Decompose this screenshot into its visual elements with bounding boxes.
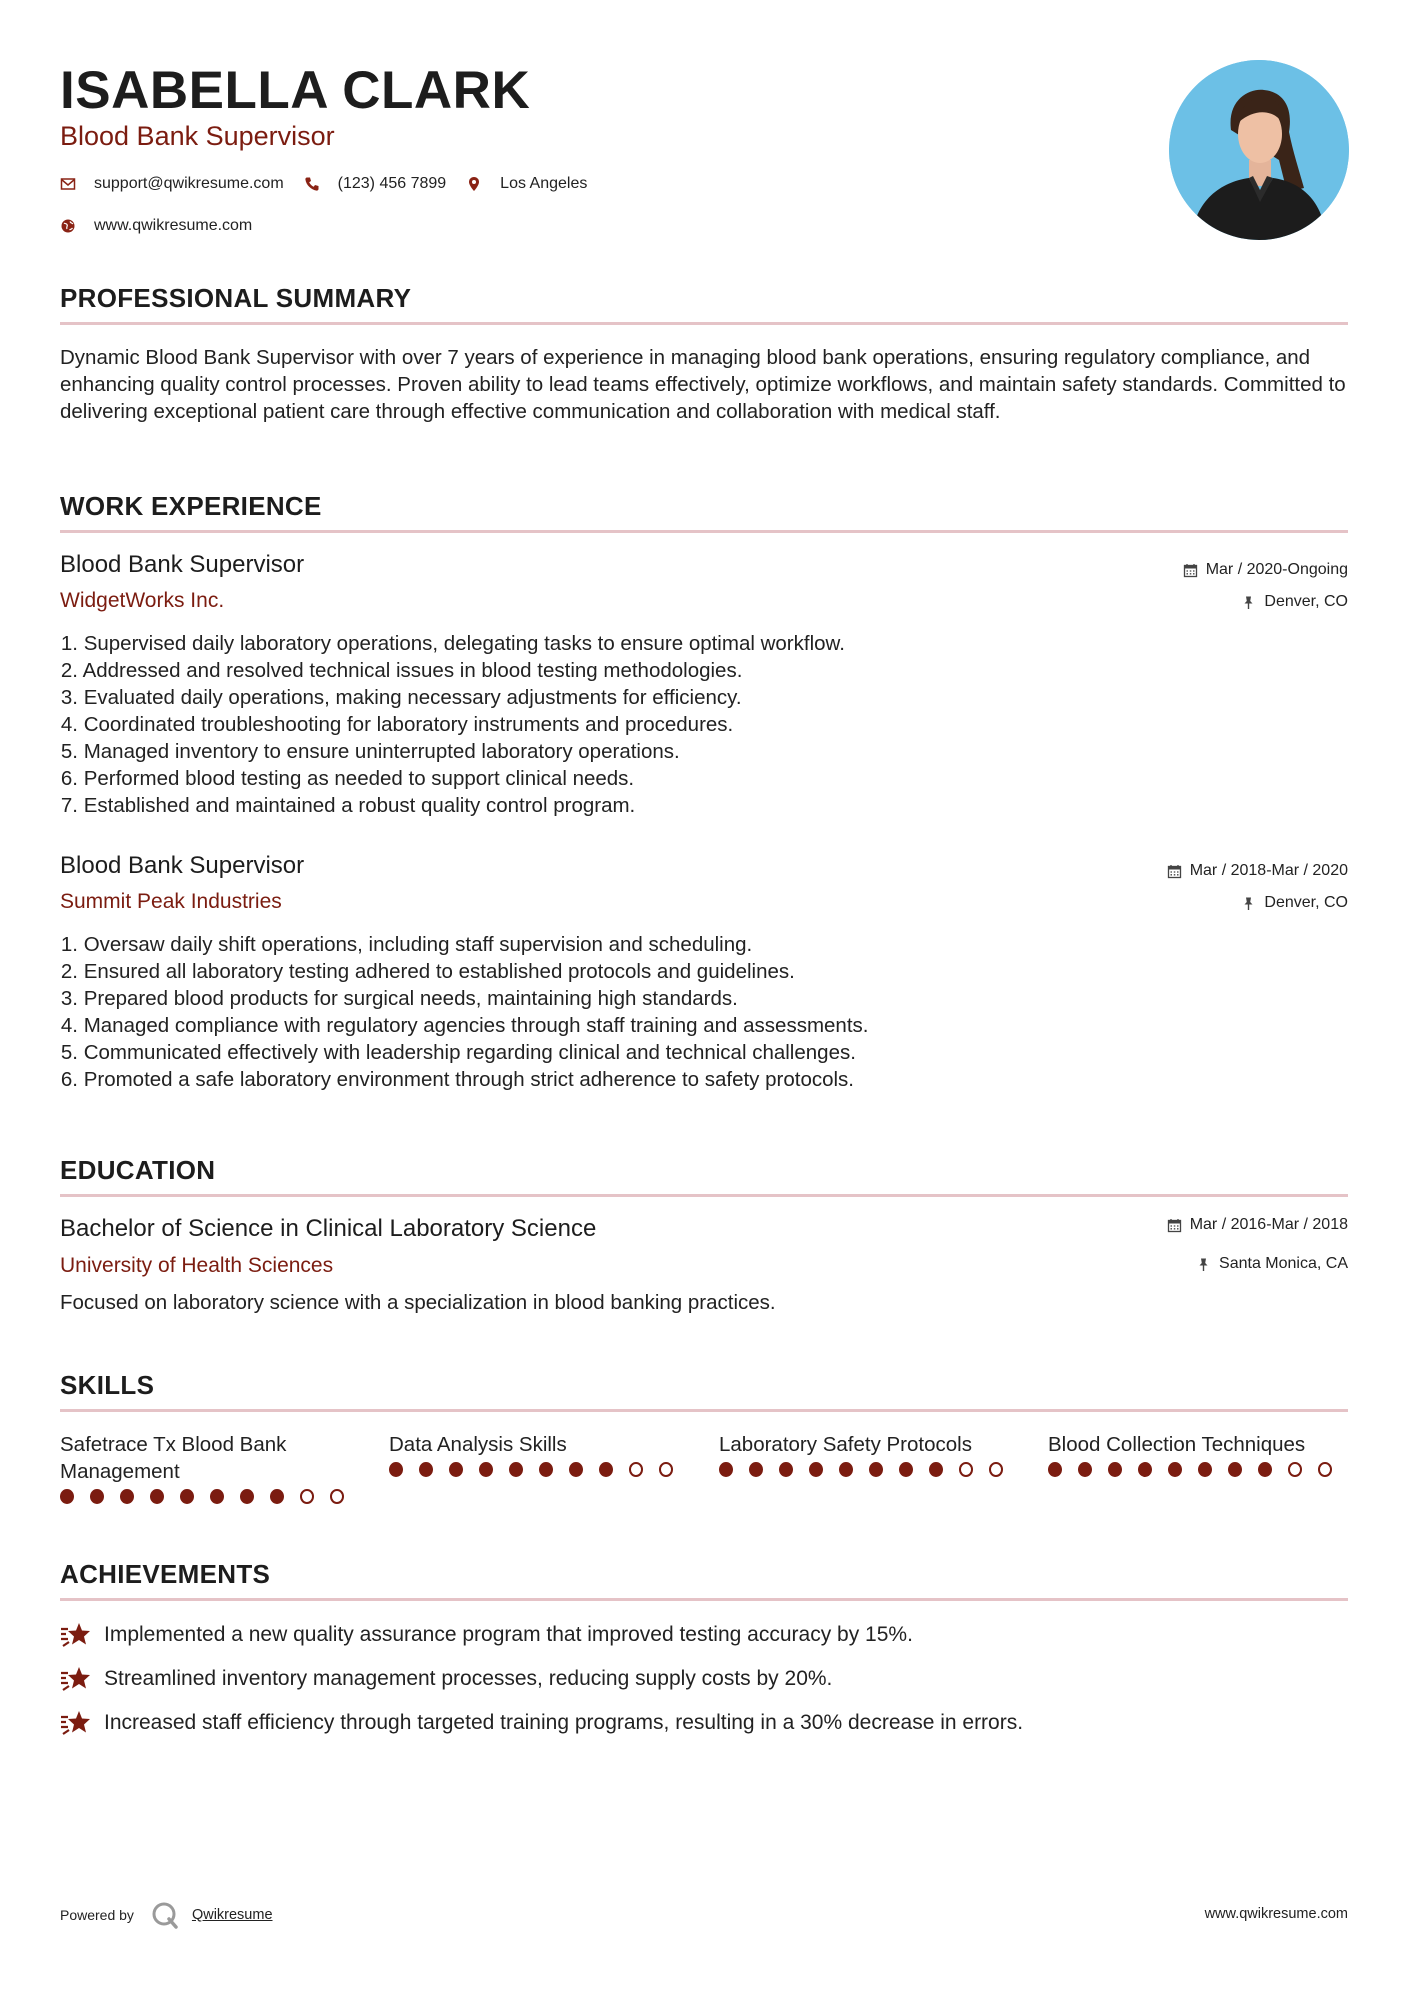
rating-dot-filled: [509, 1462, 523, 1477]
envelope-icon: [60, 176, 76, 192]
education-heading: EDUCATION: [60, 1155, 216, 1185]
rating-dot-filled: [899, 1462, 913, 1477]
skill-rating: [719, 1462, 1019, 1477]
rating-dot-empty: [300, 1489, 314, 1504]
candidate-title: Blood Bank Supervisor: [60, 121, 335, 151]
achievement-item: [60, 1620, 913, 1650]
skill-item: [60, 1431, 360, 1504]
candidate-name: ISABELLA CLARK: [60, 61, 531, 120]
achievements-heading: ACHIEVEMENTS: [60, 1559, 271, 1589]
skill-name: Data Analysis Skills: [389, 1433, 567, 1456]
contact-phone[interactable]: (123) 456 7899: [337, 175, 447, 192]
education-dates-text: Mar / 2016-Mar / 2018: [1189, 1216, 1348, 1233]
profile-photo: [1169, 60, 1349, 240]
list-item: 4. Coordinated troubleshooting for laboratory instruments and procedures.: [60, 713, 734, 736]
pushpin-icon: [1196, 1257, 1211, 1272]
rating-dot-filled: [1078, 1462, 1092, 1477]
qwikresume-link[interactable]: Qwikresume: [191, 1907, 273, 1923]
rating-dot-filled: [839, 1462, 853, 1477]
list-item: 2. Addressed and resolved technical issues in blood testing methodologies.: [60, 659, 743, 682]
list-item: 6. Performed blood testing as needed to support clinical needs.: [60, 767, 635, 790]
skill-rating: [60, 1489, 360, 1504]
summary-text: Dynamic Blood Bank Supervisor with over 7 years of experience in managing blood bank operations, ensuring regulatory compliance, and enhancing quality control processes. Proven ability to lead teams effectively, optimize workflows, and maintain safety standards. Committed to delivering exceptional patient care through effective communication and collaboration with medical staff.: [60, 346, 1346, 423]
list-item: 1. Oversaw daily shift operations, including staff supervision and scheduling.: [60, 933, 753, 956]
rating-dot-filled: [539, 1462, 553, 1477]
rating-dot-filled: [569, 1462, 583, 1477]
rating-dot-filled: [1258, 1462, 1272, 1477]
list-item: 2. Ensured all laboratory testing adhered to established protocols and guidelines.: [60, 960, 795, 983]
list-item: 3. Evaluated daily operations, making necessary adjustments for efficiency.: [60, 686, 742, 709]
rating-dot-filled: [389, 1462, 403, 1477]
job-dates: [1167, 860, 1348, 882]
education-dates: [1167, 1214, 1348, 1236]
job-bullets: [52, 931, 1302, 1093]
star-award-icon: [60, 1664, 92, 1694]
job-title: Blood Bank Supervisor: [60, 551, 305, 578]
education-location: [1196, 1253, 1348, 1275]
map-pin-icon: [466, 176, 482, 192]
contact-location: Los Angeles: [500, 175, 588, 192]
job-location: [1241, 591, 1348, 613]
rating-dot-filled: [419, 1462, 433, 1477]
pushpin-icon: [1241, 595, 1256, 610]
calendar-icon: [1183, 563, 1198, 578]
rating-dot-filled: [60, 1489, 74, 1504]
job-location: [1241, 892, 1348, 914]
achievement-item: [60, 1708, 1023, 1738]
qwikresume-logo-icon: [150, 1900, 180, 1930]
rating-dot-filled: [479, 1462, 493, 1477]
rating-dot-filled: [210, 1489, 224, 1504]
section-divider: [60, 1598, 1348, 1601]
job-dates-text: Mar / 2020-Ongoing: [1205, 561, 1348, 578]
experience-section-header: [60, 490, 1348, 522]
job-company: WidgetWorks Inc.: [60, 589, 225, 612]
star-award-icon: [60, 1708, 92, 1738]
skill-item: [389, 1431, 689, 1477]
section-divider: [60, 530, 1348, 533]
rating-dot-filled: [1198, 1462, 1212, 1477]
rating-dot-filled: [719, 1462, 733, 1477]
skill-name: Laboratory Safety Protocols: [719, 1433, 972, 1456]
skill-item: [1048, 1431, 1348, 1477]
skill-item: [719, 1431, 1019, 1477]
list-item: 3. Prepared blood products for surgical needs, maintaining high standards.: [60, 987, 738, 1010]
rating-dot-filled: [240, 1489, 254, 1504]
skill-rating: [1048, 1462, 1348, 1477]
rating-dot-filled: [599, 1462, 613, 1477]
list-item: 4. Managed compliance with regulatory agencies through staff training and assessments.: [60, 1014, 869, 1037]
school-name: University of Health Sciences: [60, 1254, 334, 1277]
rating-dot-empty: [989, 1462, 1003, 1477]
rating-dot-empty: [959, 1462, 973, 1477]
job-dates: [1183, 559, 1348, 581]
calendar-icon: [1167, 1218, 1182, 1233]
rating-dot-filled: [1138, 1462, 1152, 1477]
rating-dot-filled: [1228, 1462, 1242, 1477]
skill-name: Safetrace Tx Blood Bank Management: [60, 1433, 287, 1483]
achievement-text: Streamlined inventory management processes, reducing supply costs by 20%.: [104, 1667, 833, 1690]
rating-dot-filled: [869, 1462, 883, 1477]
rating-dot-filled: [1108, 1462, 1122, 1477]
list-item: 6. Promoted a safe laboratory environment through strict adherence to safety protocols.: [60, 1068, 855, 1091]
footer-powered-by: [60, 1900, 273, 1930]
list-item: 5. Managed inventory to ensure uninterrupted laboratory operations.: [60, 740, 680, 763]
skill-name: Blood Collection Techniques: [1048, 1433, 1306, 1456]
rating-dot-filled: [90, 1489, 104, 1504]
skill-rating: [389, 1462, 689, 1477]
calendar-icon: [1167, 864, 1182, 879]
rating-dot-filled: [270, 1489, 284, 1504]
achievement-text: Implemented a new quality assurance program that improved testing accuracy by 15%.: [104, 1623, 913, 1646]
rating-dot-empty: [659, 1462, 673, 1477]
rating-dot-filled: [1168, 1462, 1182, 1477]
contact-website[interactable]: www.qwikresume.com: [94, 217, 253, 234]
summary-section-header: [60, 282, 1348, 314]
education-section-header: [60, 1154, 1348, 1186]
rating-dot-empty: [330, 1489, 344, 1504]
footer-website[interactable]: www.qwikresume.com: [1204, 1906, 1348, 1922]
rating-dot-filled: [809, 1462, 823, 1477]
rating-dot-empty: [1318, 1462, 1332, 1477]
rating-dot-filled: [120, 1489, 134, 1504]
powered-by-label: Powered by: [60, 1907, 134, 1923]
job-bullets: [52, 630, 1302, 819]
list-item: 7. Established and maintained a robust quality control program.: [60, 794, 636, 817]
skills-heading: SKILLS: [60, 1370, 155, 1400]
achievement-item: [60, 1664, 832, 1694]
list-item: 5. Communicated effectively with leadership regarding clinical and technical challenges.: [60, 1041, 856, 1064]
rating-dot-filled: [449, 1462, 463, 1477]
job-company: Summit Peak Industries: [60, 890, 282, 913]
website-row: [60, 214, 272, 238]
experience-heading: WORK EXPERIENCE: [60, 491, 322, 521]
rating-dot-filled: [150, 1489, 164, 1504]
rating-dot-filled: [749, 1462, 763, 1477]
degree-title: Bachelor of Science in Clinical Laboratory Science: [60, 1215, 597, 1242]
education-description: Focused on laboratory science with a specialization in blood banking practices.: [60, 1291, 776, 1314]
skills-section-header: [60, 1369, 1348, 1401]
phone-icon: [304, 176, 320, 192]
contact-row: [60, 172, 607, 196]
star-award-icon: [60, 1620, 92, 1650]
section-divider: [60, 1194, 1348, 1197]
rating-dot-filled: [180, 1489, 194, 1504]
rating-dot-empty: [629, 1462, 643, 1477]
job-location-text: Denver, CO: [1264, 593, 1348, 610]
contact-email[interactable]: support@qwikresume.com: [94, 175, 284, 192]
rating-dot-empty: [1288, 1462, 1302, 1477]
job-title: Blood Bank Supervisor: [60, 852, 305, 879]
achievements-section-header: [60, 1558, 1348, 1590]
section-divider: [60, 1409, 1348, 1412]
rating-dot-filled: [1048, 1462, 1062, 1477]
education-location-text: Santa Monica, CA: [1219, 1255, 1348, 1272]
rating-dot-filled: [779, 1462, 793, 1477]
rating-dot-filled: [929, 1462, 943, 1477]
achievement-text: Increased staff efficiency through targeted training programs, resulting in a 30% decrease in errors.: [104, 1711, 1024, 1734]
summary-heading: PROFESSIONAL SUMMARY: [60, 283, 412, 313]
section-divider: [60, 322, 1348, 325]
list-item: 1. Supervised daily laboratory operations, delegating tasks to ensure optimal workflow.: [60, 632, 845, 655]
job-dates-text: Mar / 2018-Mar / 2020: [1189, 862, 1348, 879]
job-location-text: Denver, CO: [1264, 894, 1348, 911]
pushpin-icon: [1241, 896, 1256, 911]
globe-icon: [60, 218, 76, 234]
